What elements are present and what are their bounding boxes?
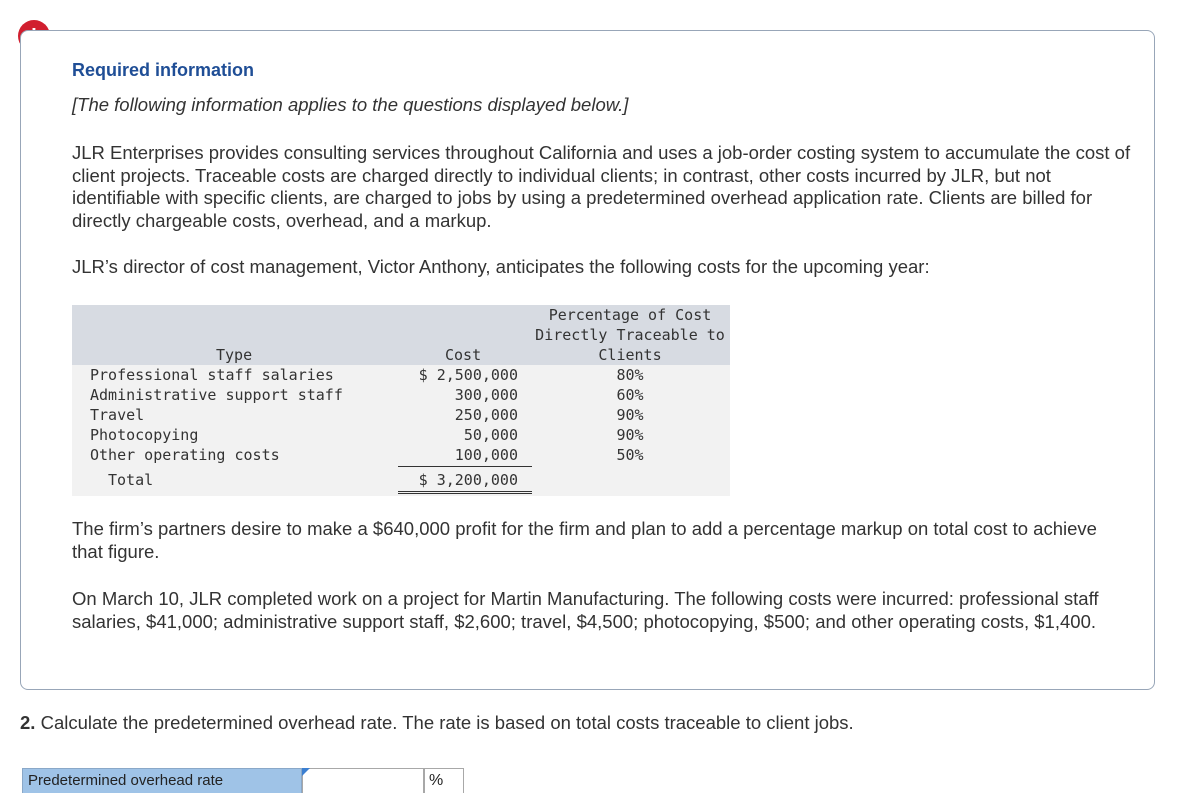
- director-paragraph: JLR’s director of cost management, Victor Anthony, anticipates the following costs for the upcoming year:: [72, 256, 930, 277]
- row-type: Photocopying: [90, 426, 199, 444]
- header-percentage-line1: Percentage of Cost: [548, 306, 712, 324]
- answer-label: Predetermined overhead rate: [22, 768, 302, 793]
- input-flag-icon: [302, 768, 310, 776]
- header-cost: Cost: [445, 346, 482, 364]
- header-type: Type: [216, 346, 253, 364]
- cost-table: [72, 305, 730, 496]
- row-type: Other operating costs: [90, 446, 280, 464]
- row-cost: 100,000: [454, 446, 518, 464]
- row-type: Travel: [90, 406, 145, 424]
- applies-note: [The following information applies to the questions displayed below.]: [72, 94, 629, 115]
- required-information-title: Required information: [72, 60, 255, 80]
- row-cost: $ 2,500,000: [418, 366, 518, 384]
- row-percentage: 90%: [616, 406, 644, 424]
- question-text: [20, 712, 854, 734]
- row-percentage: 80%: [616, 366, 644, 384]
- row-cost: 50,000: [463, 426, 518, 444]
- header-percentage-line3: Clients: [598, 346, 662, 364]
- percent-unit: %: [424, 768, 464, 793]
- project-paragraph: On March 10, JLR completed work on a project for Martin Manufacturing. The following costs were incurred: professional staff salaries, $41,000; administrative support staff, $2,600; travel, $4,500; photocopying, $500; and other operating costs, $1,400.: [72, 588, 1099, 632]
- row-type: Professional staff salaries: [90, 366, 334, 384]
- row-percentage: 60%: [616, 386, 644, 404]
- question-number: 2.: [20, 712, 36, 733]
- total-cost: $ 3,200,000: [418, 471, 518, 489]
- question-body: Calculate the predetermined overhead rate. The rate is based on total costs traceable to client jobs.: [40, 712, 854, 733]
- row-cost: 300,000: [454, 386, 518, 404]
- row-percentage: 90%: [616, 426, 644, 444]
- intro-paragraph: JLR Enterprises provides consulting services throughout California and uses a job-order costing system to accumulate the cost of client projects. Traceable costs are charged directly to individual clients; in contrast, other costs incurred by JLR, but not identifiable with specific clients, are charged to jobs by using a predetermined overhead application rate. Clients are billed for directly chargeable costs, overhead, and a markup.: [72, 142, 1131, 231]
- total-double-rule: [398, 491, 532, 494]
- overhead-rate-input[interactable]: [302, 768, 424, 793]
- row-cost: 250,000: [454, 406, 518, 424]
- row-percentage: 50%: [616, 446, 644, 464]
- subtotal-rule: [398, 466, 532, 467]
- profit-paragraph: The firm’s partners desire to make a $640,000 profit for the firm and plan to add a percentage markup on total cost to achieve that figure.: [72, 518, 1097, 562]
- row-type: Administrative support staff: [90, 386, 343, 404]
- total-label: Total: [108, 471, 154, 489]
- header-percentage-line2: Directly Traceable to: [535, 326, 725, 344]
